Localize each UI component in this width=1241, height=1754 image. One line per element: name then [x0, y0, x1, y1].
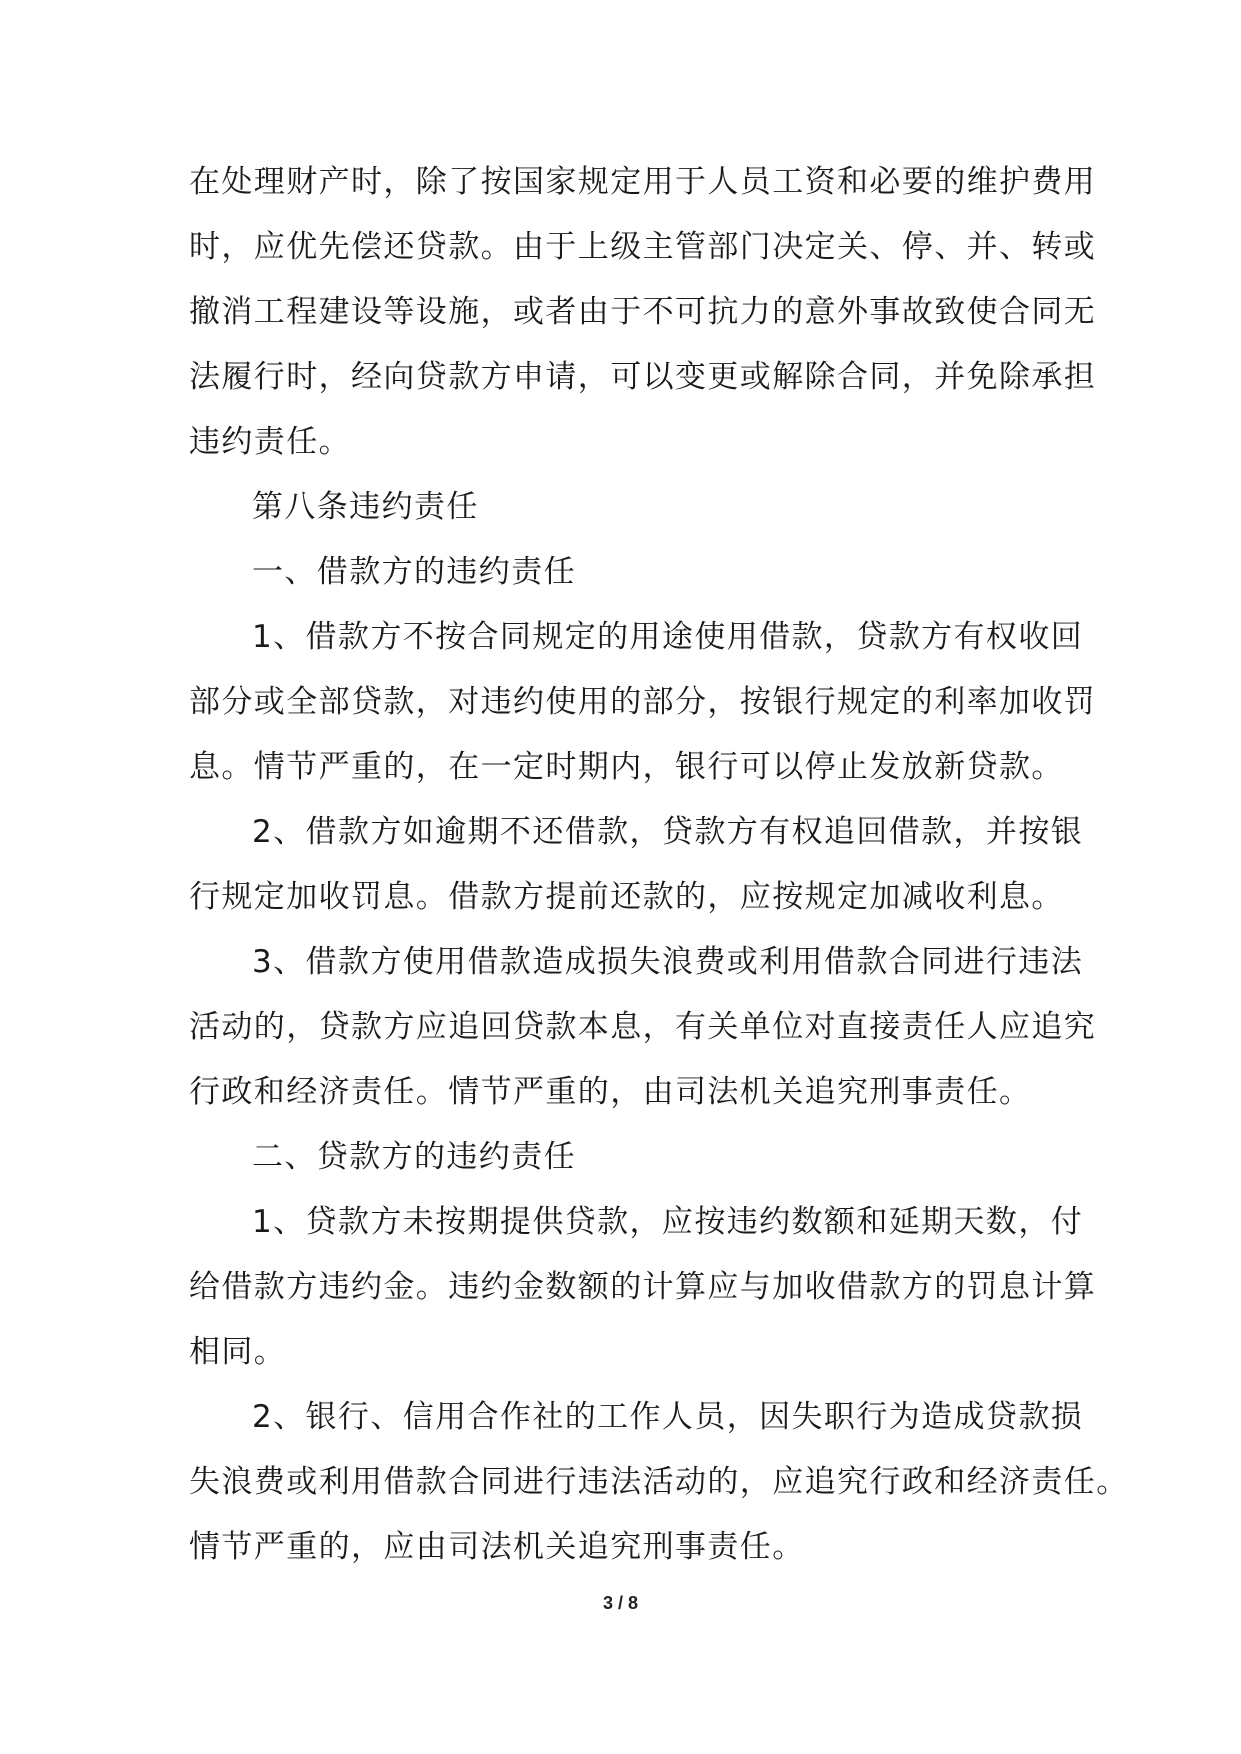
section-heading: 第八条违约责任	[252, 489, 479, 525]
text-line: 违约责任。	[189, 424, 351, 460]
text-line: 行政和经济责任。情节严重的，由司法机关追究刑事责任。	[189, 1074, 1032, 1110]
text-line: 2、银行、信用合作社的工作人员，因失职行为造成贷款损	[252, 1399, 1084, 1435]
subsection-heading: 二、贷款方的违约责任	[252, 1139, 576, 1175]
text-line: 1、借款方不按合同规定的用途使用借款，贷款方有权收回	[252, 619, 1084, 655]
text-line: 部分或全部贷款，对违约使用的部分，按银行规定的利率加收罚	[189, 684, 1097, 720]
subsection-heading: 一、借款方的违约责任	[252, 554, 576, 590]
text-line: 3、借款方使用借款造成损失浪费或利用借款合同进行违法	[252, 944, 1084, 980]
text-line: 行规定加收罚息。借款方提前还款的，应按规定加减收利息。	[189, 879, 1064, 915]
text-line: 息。情节严重的，在一定时期内，银行可以停止发放新贷款。	[189, 749, 1064, 785]
text-line: 相同。	[189, 1334, 287, 1370]
page-number: 3 / 8	[602, 1593, 639, 1613]
text-line: 时，应优先偿还贷款。由于上级主管部门决定关、停、并、转或	[189, 229, 1097, 265]
text-line: 活动的，贷款方应追回贷款本息，有关单位对直接责任人应追究	[189, 1009, 1097, 1045]
text-line: 给借款方违约金。违约金数额的计算应与加收借款方的罚息计算	[189, 1269, 1097, 1305]
text-line: 情节严重的，应由司法机关追究刑事责任。	[189, 1529, 805, 1565]
text-line: 在处理财产时，除了按国家规定用于人员工资和必要的维护费用	[189, 164, 1097, 200]
text-line: 2、借款方如逾期不还借款，贷款方有权追回借款，并按银	[252, 814, 1084, 850]
text-line: 撤消工程建设等设施，或者由于不可抗力的意外事故致使合同无	[189, 294, 1097, 330]
text-line: 失浪费或利用借款合同进行违法活动的，应追究行政和经济责任。	[189, 1464, 1129, 1500]
text-line: 法履行时，经向贷款方申请，可以变更或解除合同，并免除承担	[189, 359, 1097, 395]
document-body	[189, 150, 1129, 1580]
text-line: 1、贷款方未按期提供贷款，应按违约数额和延期天数，付	[252, 1204, 1084, 1240]
